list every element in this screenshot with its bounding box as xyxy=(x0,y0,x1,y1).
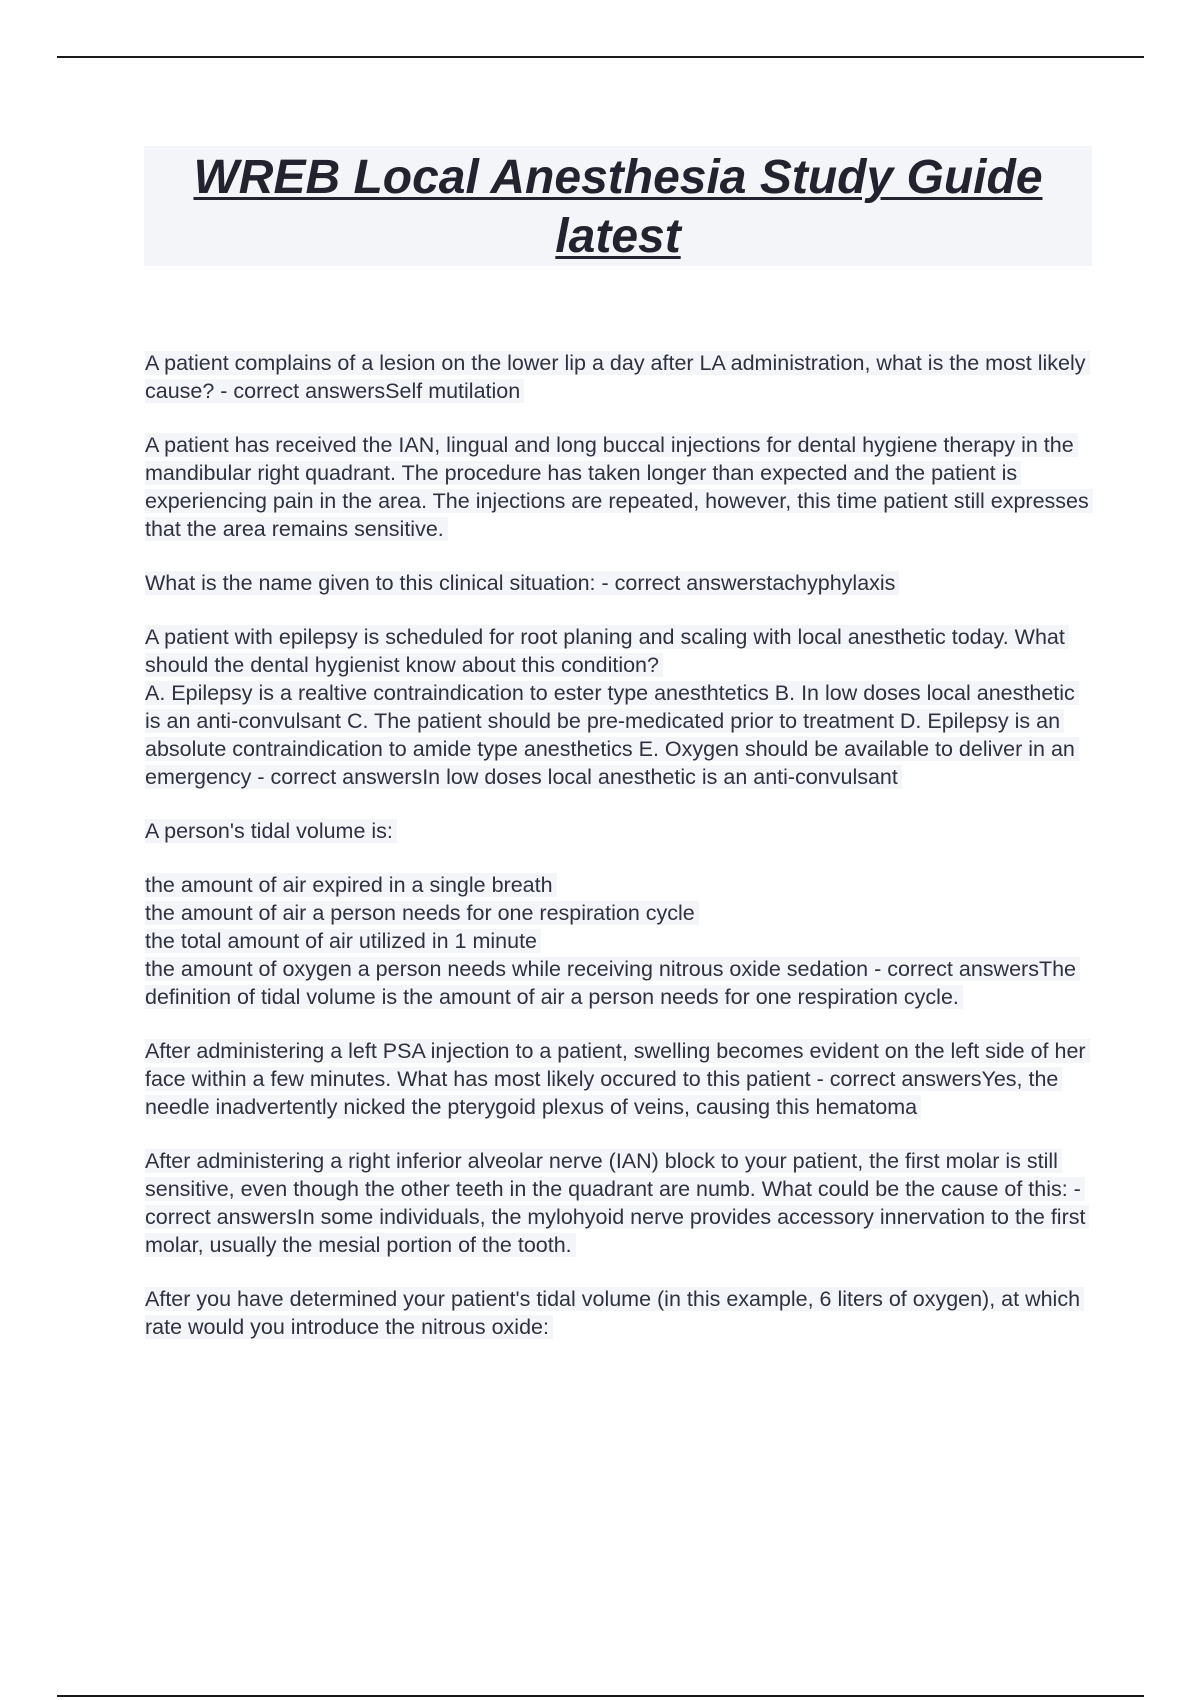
document-body xyxy=(145,349,1095,1367)
paragraph-text: A patient complains of a lesion on the lower lip a day after LA administration, what is the most likely cause? - correct answersSelf mutilation xyxy=(145,351,1090,403)
bottom-rule xyxy=(57,1695,1144,1697)
paragraph-text: A person's tidal volume is: xyxy=(145,819,397,843)
paragraph xyxy=(145,871,1095,1011)
paragraph xyxy=(145,431,1095,543)
top-rule xyxy=(57,56,1144,58)
paragraph-text: the amount of air expired in a single breath the amount of air a person needs for one respiration cycle the total amount of air utilized in 1 minute the amount of oxygen a person needs while receiving nitrous oxide sedation - correct answersThe definition of tidal volume is the amount of air a person needs for one respiration cycle. xyxy=(145,873,1080,1009)
title-banner xyxy=(144,146,1092,266)
paragraph-text: What is the name given to this clinical situation: - correct answerstachyphylaxis xyxy=(145,571,899,595)
paragraph xyxy=(145,349,1095,405)
page-title: WREB Local Anesthesia Study Guide latest xyxy=(193,151,1043,263)
paragraph-text: After you have determined your patient's tidal volume (in this example, 6 liters of oxygen), at which rate would you introduce the nitrous oxide: xyxy=(145,1287,1084,1339)
paragraph xyxy=(145,817,1095,845)
paragraph xyxy=(145,1037,1095,1121)
paragraph-text: After administering a right inferior alveolar nerve (IAN) block to your patient, the first molar is still sensitive, even though the other teeth in the quadrant are numb. What could be the cause of this: - correct answersIn some individuals, the mylohyoid nerve provides accessory innervation to the first molar, usually the mesial portion of the tooth. xyxy=(145,1149,1089,1257)
paragraph xyxy=(145,569,1095,597)
paragraph xyxy=(145,1147,1095,1259)
paragraph-text: A patient with epilepsy is scheduled for root planing and scaling with local anesthetic today. What should the dental hygienist know about this condition? A. Epilepsy is a realtive contraindication to ester type anesthtetics B. In low doses local anesthetic is an anti-convulsant C. The patient should be pre-medicated prior to treatment D. Epilepsy is an absolute contraindication to amide type anesthetics E. Oxygen should be available to deliver in an emergency - correct answersIn low doses local anesthetic is an anti-convulsant xyxy=(145,625,1079,789)
paragraph-text: After administering a left PSA injection to a patient, swelling becomes evident on the left side of her face within a few minutes. What has most likely occured to this patient - correct answersYes, the needle inadvertently nicked the pterygoid plexus of veins, causing this hematoma xyxy=(145,1039,1090,1119)
paragraph xyxy=(145,623,1095,791)
paragraph xyxy=(145,1285,1095,1341)
paragraph-text: A patient has received the IAN, lingual and long buccal injections for dental hygiene therapy in the mandibular right quadrant. The procedure has taken longer than expected and the patient is experiencing pain in the area. The injections are repeated, however, this time patient still expresses that the area remains sensitive. xyxy=(145,433,1093,541)
